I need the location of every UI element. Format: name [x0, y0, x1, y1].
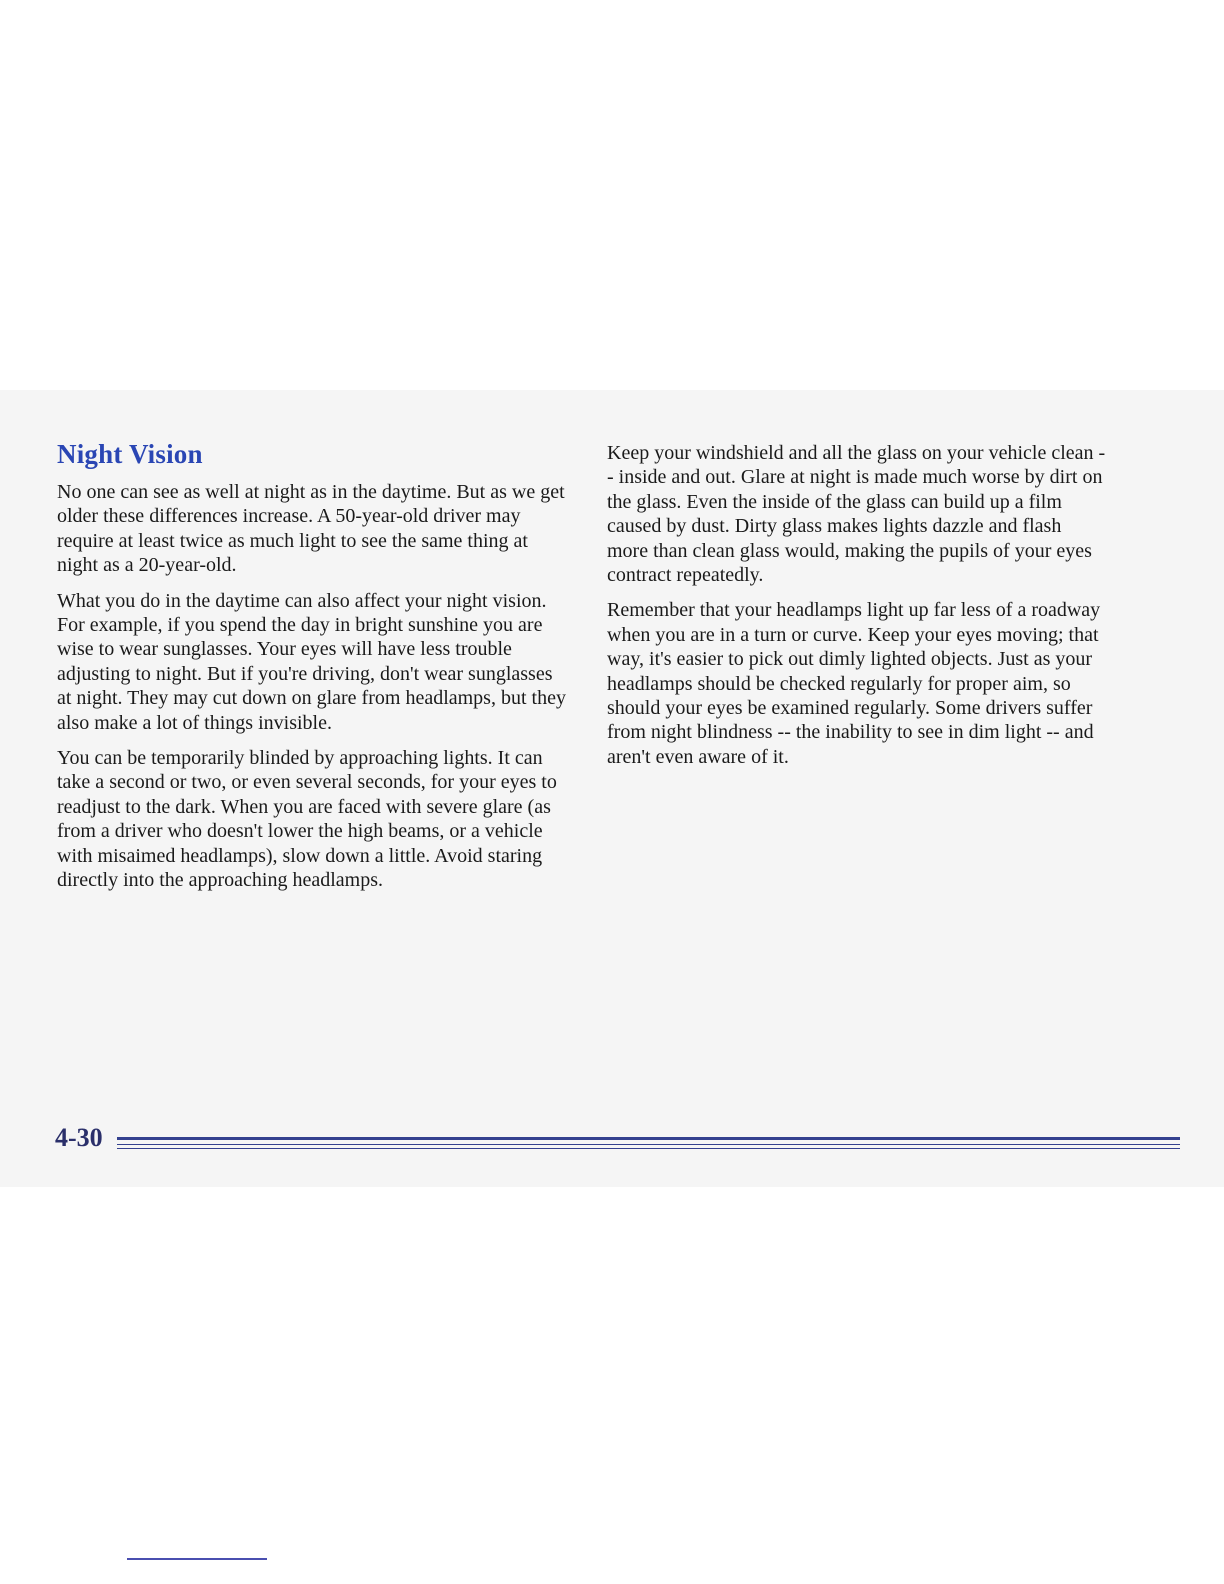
bottom-mark-line	[127, 1558, 267, 1560]
footer-rule	[117, 1137, 1180, 1140]
paragraph: What you do in the daytime can also affect your night vision. For example, if you spend the day in bright sunshine you are wise to wear sunglasses. Your eyes will have less trouble adjusting to night. But if you're driving, don't wear sunglasses at night. They may cut down on glare from headlamps, but they also make a lot of things invisible.	[57, 589, 566, 734]
paragraph: Remember that your headlamps light up far less of a roadway when you are in a turn or curve. Keep your eyes moving; that way, it's easier to pick out dimly lighted objects. Just as your headlamps should be checked regularly for proper aim, so should your eyes be examined regularly. Some drivers suffer from night blindness -- the inability to see in dim light -- and aren't even aware of it.	[607, 599, 1101, 768]
footer-rule	[117, 1148, 1180, 1149]
page-number: 4-30	[55, 1123, 103, 1152]
page-footer	[55, 1120, 1125, 1160]
paragraph: Keep your windshield and all the glass on your vehicle clean -- inside and out. Glare at night is made much worse by dirt on the glass. Even the inside of the glass can build up a film caused by dust. Dirty glass makes lights dazzle and flash more than clean glass would, making the pupils of your eyes contract repeatedly.	[607, 442, 1106, 587]
left-column	[57, 438, 567, 904]
paragraph: You can be temporarily blinded by approaching lights. It can take a second or two, or even several seconds, for your eyes to readjust to the dark. When you are faced with severe glare (as from a driver who doesn't lower the high beams, or a vehicle with misaimed headlamps), slow down a little. Avoid staring directly into the approaching headlamps.	[57, 747, 557, 892]
footer-rule	[117, 1144, 1180, 1145]
paragraph: No one can see as well at night as in the daytime. But as we get older these differences increase. A 50-year-old driver may require at least twice as much light to see the same thing at night as a 20-year-old.	[57, 481, 565, 577]
right-column	[607, 441, 1107, 780]
section-heading: Night Vision	[57, 439, 203, 469]
